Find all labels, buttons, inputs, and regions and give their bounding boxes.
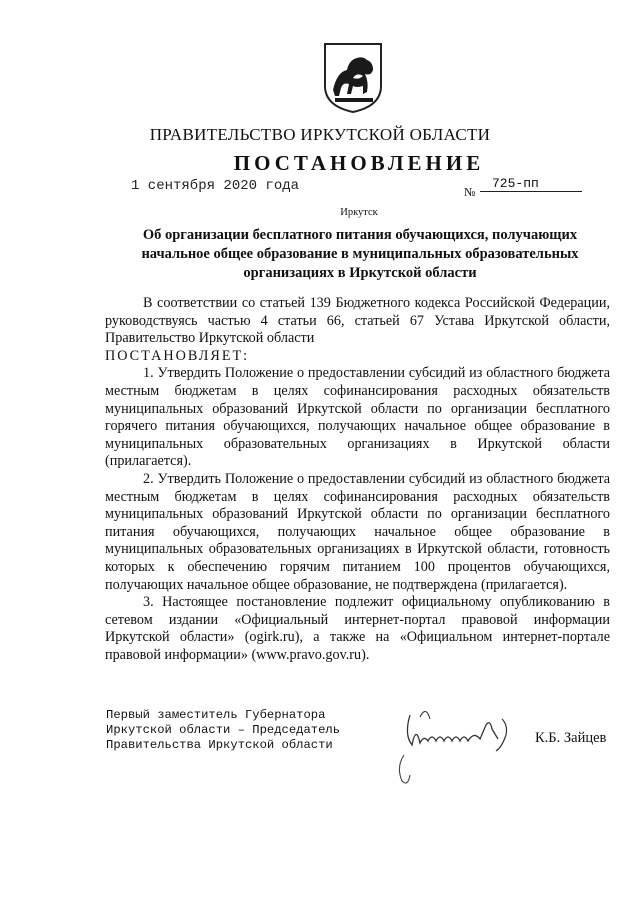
resolves-heading: ПОСТАНОВЛЯЕТ: — [105, 347, 250, 364]
item-2-paragraph: 2. Утвердить Положение о предоставлении субсидий из областного бюджета местным бюджетам в целях софинансирования расходных обязательств муниципальных образований Иркутской области по организации бесплатного питания обучающихся, получающих начальное общее образование в муниципальных образовательных организациях в Иркутской области, готовность которых к обеспечению горячим питанием 100 процентов обучающихся, получающих начальное общее образование, не подтверждена (прилагается). — [105, 470, 610, 593]
signatory-title — [106, 708, 346, 753]
document-body — [105, 295, 610, 664]
handwritten-signature-icon — [390, 695, 530, 795]
coat-of-arms-icon — [323, 42, 383, 114]
organization-name: ПРАВИТЕЛЬСТВО ИРКУТСКОЙ ОБЛАСТИ — [149, 125, 491, 144]
signatory-title-line: Правительства Иркутской области — [106, 738, 333, 752]
document-date: 1 сентября 2020 года — [131, 178, 300, 194]
document-number: 725-пп — [480, 176, 582, 192]
city-name: Иркутск — [340, 207, 378, 218]
signatory-name: К.Б. Зайцев — [535, 730, 607, 746]
item-3-paragraph: 3. Настоящее постановление подлежит официальному опубликованию в сетевом издании «Официальный интернет-портал правовой информации Иркутской области» (ogirk.ru), а также на «Официальном интернет-портале правовой информации» (www.pravo.gov.ru). — [105, 594, 610, 663]
preamble-paragraph: В соответствии со статьей 139 Бюджетного кодекса Российской Федерации, руководствуясь частью 4 статьи 66, статьей 67 Устава Иркутской области, Правительство Иркутской области — [105, 295, 610, 347]
signatory-title-line: Иркутской области – Председатель — [106, 723, 341, 737]
signatory-title-line: Первый заместитель Губернатора — [106, 708, 326, 722]
item-1-paragraph: 1. Утвердить Положение о предоставлении субсидий из областного бюджета местным бюджетам в целях софинансирования расходных обязательств муниципальных образований Иркутской области по организации бесплатного горячего питания обучающихся, получающих начальное общее образование в муниципальных образовательных организациях в Иркутской области (прилагается). — [105, 365, 610, 470]
number-sign: № — [464, 185, 476, 199]
document-type: ПОСТАНОВЛЕНИЕ — [233, 151, 485, 175]
document-title: Об организации бесплатного питания обучающихся, получающих начальное общее образование в муниципальных образовательных организациях в Иркутской области — [141, 227, 579, 281]
